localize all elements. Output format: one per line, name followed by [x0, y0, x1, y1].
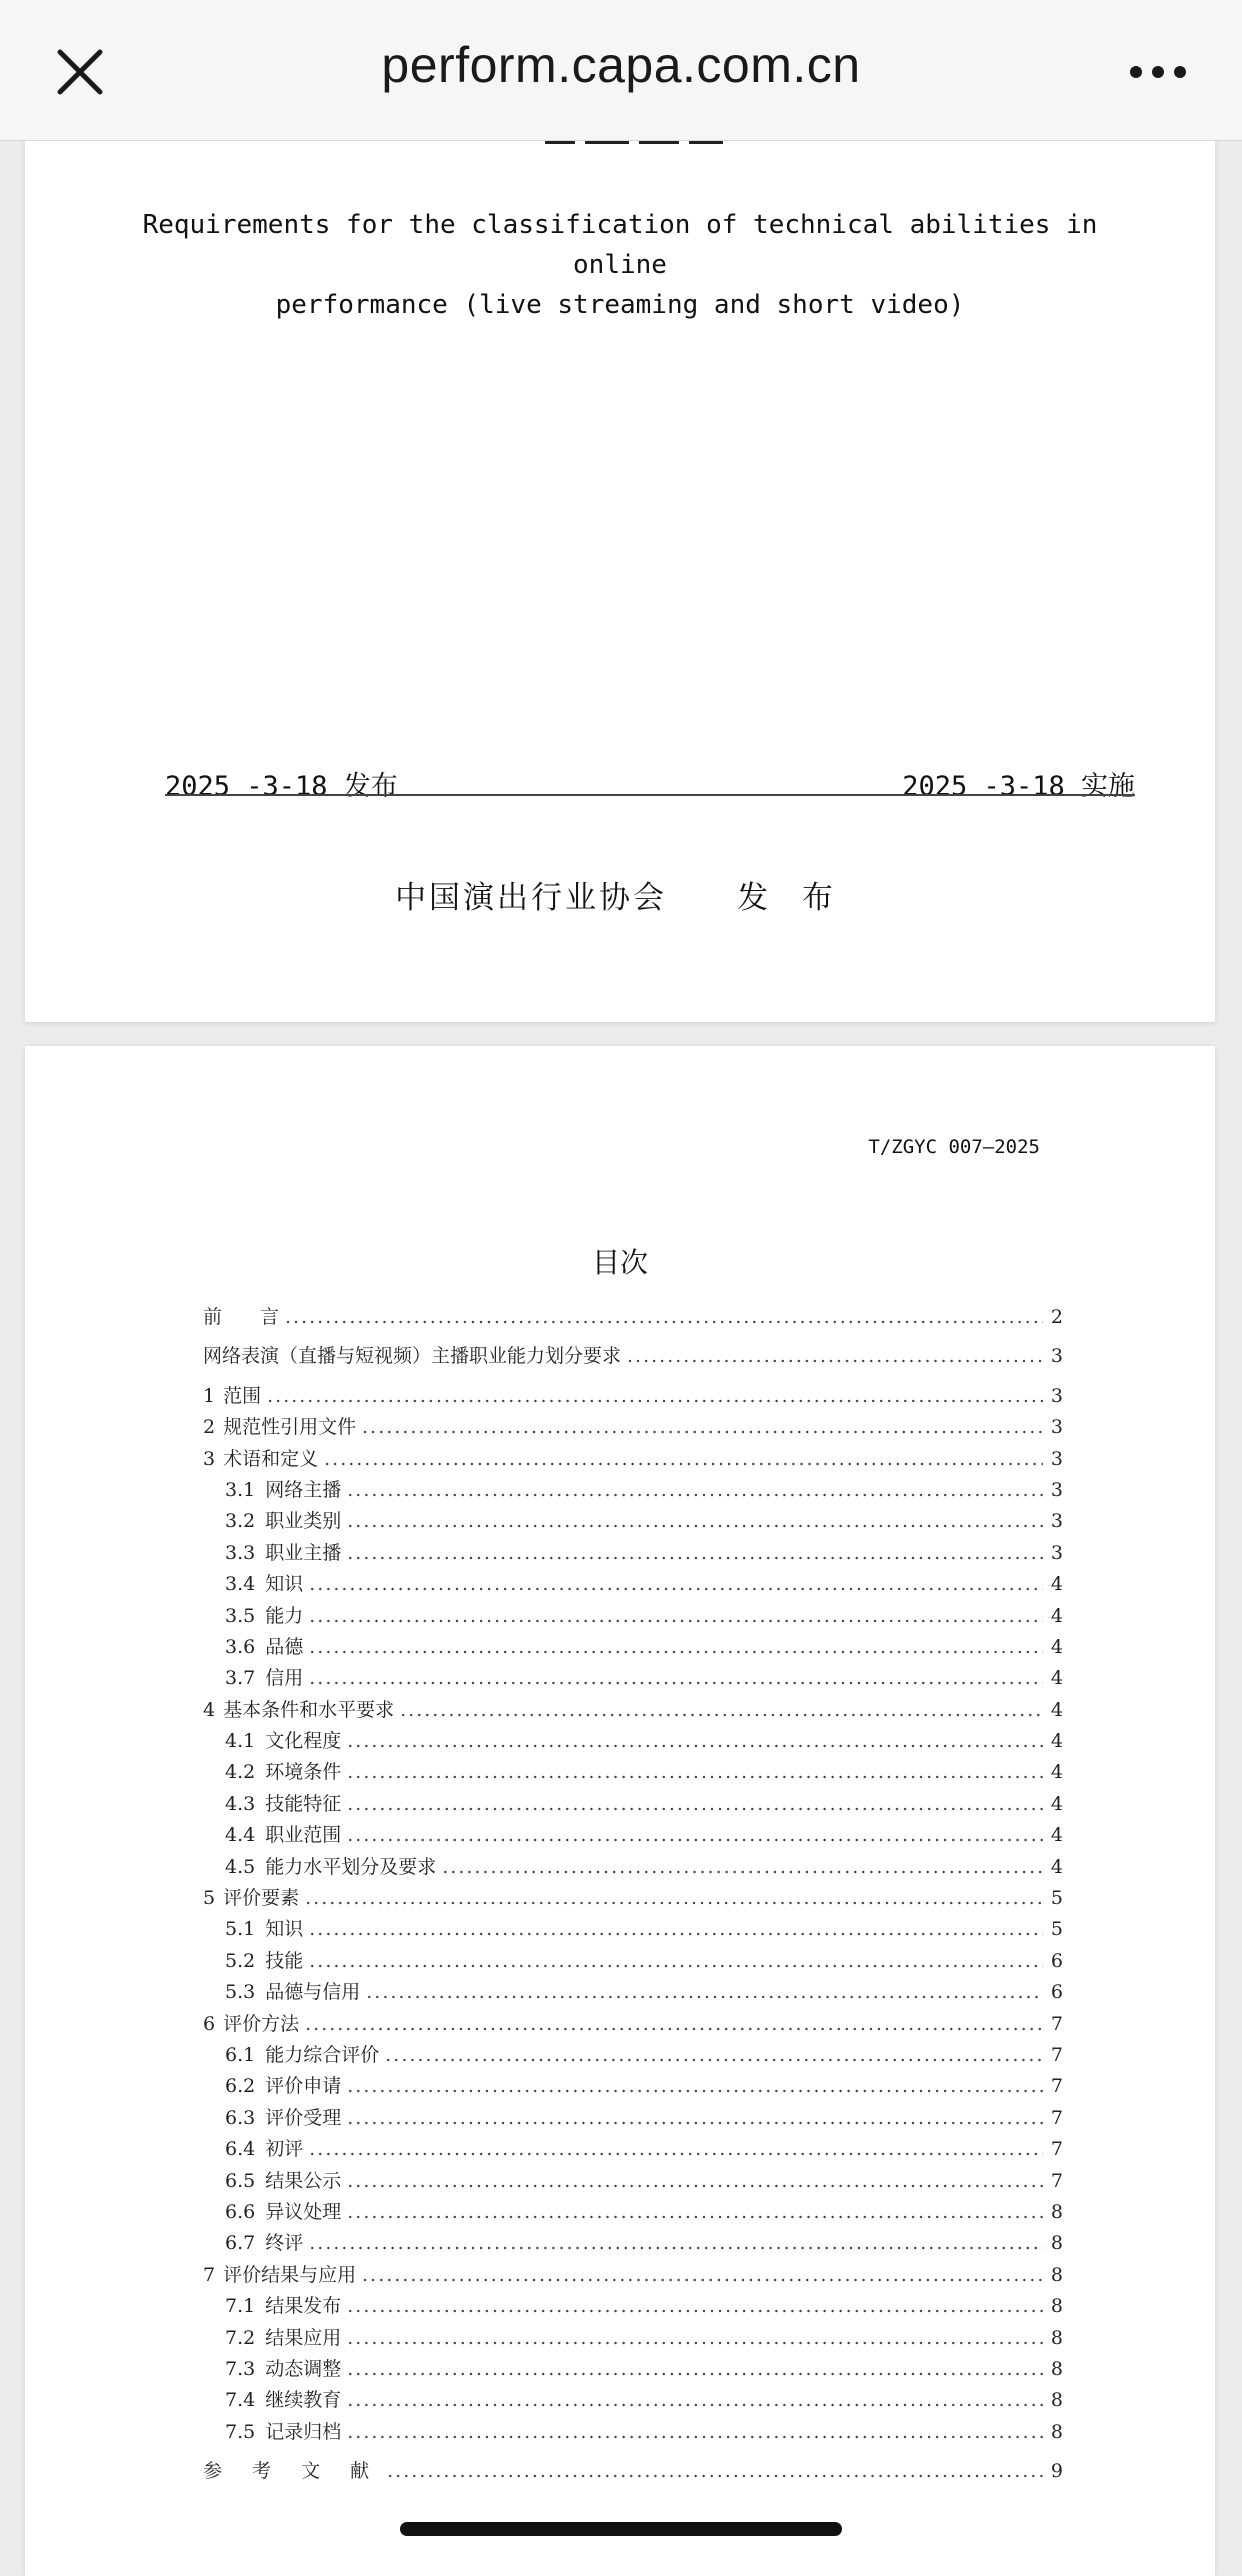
- toc-item-label: 环境条件: [265, 1761, 342, 1784]
- toc-item-page: 3: [1050, 1447, 1063, 1470]
- toc-item-label: 品德: [265, 1635, 304, 1658]
- toc-item[interactable]: [203, 1506, 1063, 1537]
- toc-item-page: 7: [1050, 2106, 1063, 2129]
- toc-item-number: 3.3: [225, 1541, 256, 1564]
- toc-leader-dots: [627, 1345, 1043, 1367]
- toc-item-number: 4.4: [225, 1824, 256, 1847]
- toc-item-label: 信用: [265, 1667, 304, 1690]
- toc-item-label: 文化程度: [265, 1730, 342, 1753]
- browser-top-bar: [0, 0, 1242, 141]
- toc-item-label: 职业类别: [265, 1510, 342, 1533]
- toc-leader-dots: [362, 1416, 1043, 1438]
- toc-leader-dots: [347, 1824, 1043, 1846]
- toc-item[interactable]: [203, 2134, 1063, 2165]
- toc-item-number: 7.4: [225, 2389, 256, 2412]
- toc-item-number: 7.5: [225, 2420, 256, 2443]
- toc-item-label: 网络主播: [265, 1478, 342, 1501]
- toc-item-label: 结果发布: [265, 2295, 342, 2318]
- toc-item[interactable]: [203, 1538, 1063, 1569]
- toc-item-page: 7: [1050, 2012, 1063, 2035]
- toc-item[interactable]: [203, 1601, 1063, 1632]
- toc-item-page: 2: [1050, 1306, 1063, 1328]
- toc-leader-dots: [309, 1636, 1043, 1658]
- toc-item[interactable]: [203, 1820, 1063, 1851]
- toc-leader-dots: [309, 1667, 1043, 1689]
- toc-item-page: 8: [1050, 2326, 1063, 2349]
- toc-item-number: 3.2: [225, 1510, 256, 1533]
- toc-leader-dots: [442, 1856, 1043, 1878]
- toc-item[interactable]: [203, 2291, 1063, 2322]
- toc-item-page: 7: [1050, 2138, 1063, 2161]
- toc-item-number: 3.6: [225, 1635, 256, 1658]
- toc-item[interactable]: [203, 1757, 1063, 1788]
- toc-item[interactable]: [203, 1789, 1063, 1820]
- publish-action: 发 布: [737, 880, 845, 916]
- toc-leader-dots: [347, 1730, 1043, 1752]
- toc-item[interactable]: [203, 2456, 1063, 2487]
- toc-item-number: 7.3: [225, 2357, 256, 2380]
- toc-leader-dots: [347, 1761, 1043, 1783]
- toc-item-number: 4.3: [225, 1792, 256, 1815]
- toc-item-label: 终评: [265, 2232, 304, 2255]
- toc-leader-dots: [366, 1981, 1043, 2003]
- toc-item-label: 技能特征: [265, 1792, 342, 1815]
- toc-item-label: 结果应用: [265, 2326, 342, 2349]
- toc-leader-dots: [400, 1699, 1043, 1721]
- toc-item-page: 4: [1050, 1855, 1063, 1878]
- more-dots-icon[interactable]: [1128, 60, 1188, 84]
- toc-item-page: 8: [1050, 2232, 1063, 2255]
- toc-item-number: 6.5: [225, 2169, 256, 2192]
- toc-item[interactable]: [203, 1852, 1063, 1883]
- document-page-toc: [25, 1046, 1215, 2576]
- toc-leader-dots: [347, 1793, 1043, 1815]
- toc-title: 目次: [591, 1246, 648, 1279]
- toc-item-page: 4: [1050, 1573, 1063, 1596]
- toc-item-number: 6.4: [225, 2138, 256, 2161]
- toc-item-number: 5.1: [225, 1918, 256, 1941]
- toc-leader-dots: [347, 1479, 1043, 1501]
- publisher-row: [25, 872, 1215, 917]
- toc-item-label: 参 考 文 献: [203, 2460, 382, 2483]
- toc-leader-dots: [347, 2107, 1043, 2129]
- toc-item-page: 8: [1050, 2263, 1063, 2286]
- toc-item-number: 4.1: [225, 1730, 256, 1753]
- toc-item-number: 5.2: [225, 1949, 256, 1972]
- publisher-name: 中国演出行业协会: [395, 880, 668, 916]
- toc-item[interactable]: [203, 1914, 1063, 1945]
- toc-leader-dots: [267, 1385, 1043, 1407]
- toc-item-page: 4: [1050, 1635, 1063, 1658]
- toc-item-label: 术语和定义: [223, 1447, 319, 1470]
- toc-item-page: 7: [1050, 2043, 1063, 2066]
- toc-item-number: 4.5: [225, 1855, 256, 1878]
- document-code: T/ZGYC 007—2025: [868, 1136, 1040, 1158]
- toc-item-label: 能力水平划分及要求: [265, 1855, 437, 1878]
- toc-item-page: 8: [1050, 2200, 1063, 2223]
- toc-item-label: 职业主播: [265, 1541, 342, 1564]
- toc-leader-dots: [347, 1542, 1043, 1564]
- toc-item-page: 8: [1050, 2420, 1063, 2443]
- toc-item-label: 能力: [265, 1604, 304, 1627]
- toc-item-number: 6.7: [225, 2232, 256, 2255]
- page-url-title: perform.capa.com.cn: [381, 37, 861, 93]
- toc-leader-dots: [347, 2389, 1043, 2411]
- toc-leader-dots: [309, 2138, 1043, 2160]
- toc-item-page: 4: [1050, 1667, 1063, 1690]
- toc-item-number: 2: [203, 1416, 216, 1439]
- toc-item[interactable]: [203, 1412, 1063, 1443]
- toc-item[interactable]: [203, 2103, 1063, 2134]
- toc-item-page: 4: [1050, 1604, 1063, 1627]
- toc-item-number: 7.1: [225, 2295, 256, 2318]
- toc-item-number: 6.3: [225, 2106, 256, 2129]
- home-indicator[interactable]: [400, 2522, 842, 2536]
- toc-item-page: 3: [1050, 1384, 1063, 1407]
- toc-item[interactable]: [203, 2228, 1063, 2259]
- toc-leader-dots: [309, 1918, 1043, 1940]
- toc-item[interactable]: [203, 1569, 1063, 1600]
- publish-date: 2025 -3-18 发布: [165, 771, 398, 802]
- english-title: Requirements for the classification of technical abilities in online performance (live streaming and short video): [142, 210, 1098, 320]
- toc-leader-dots: [324, 1448, 1043, 1470]
- toc-item[interactable]: [203, 1444, 1063, 1475]
- toc-item-number: 4.2: [225, 1761, 256, 1784]
- toc-item-label: 前 言: [203, 1306, 280, 1328]
- toc-item-page: 5: [1050, 1887, 1063, 1910]
- implement-date: 2025 -3-18 实施: [902, 771, 1135, 802]
- toc-item-label: 规范性引用文件: [223, 1416, 357, 1439]
- toc-item-label: 评价申请: [265, 2075, 342, 2098]
- toc-item-label: 异议处理: [265, 2200, 342, 2223]
- toc-item-number: 3.7: [225, 1667, 256, 1690]
- toc-item[interactable]: [203, 1302, 1063, 1333]
- toc-item-page: 4: [1050, 1761, 1063, 1784]
- toc-item-number: 6.6: [225, 2200, 256, 2223]
- document-page-cover: [25, 60, 1215, 1022]
- toc-leader-dots: [387, 2460, 1043, 2482]
- toc-item[interactable]: [203, 1475, 1063, 1506]
- toc-leader-dots: [385, 2044, 1043, 2066]
- toc-item[interactable]: [203, 2197, 1063, 2228]
- toc-item-label: 评价要素: [223, 1887, 300, 1910]
- toc-item-number: 6.1: [225, 2043, 256, 2066]
- toc-item[interactable]: [203, 1663, 1063, 1694]
- date-divider: [165, 794, 1135, 796]
- toc-item-page: 4: [1050, 1730, 1063, 1753]
- toc-item[interactable]: [203, 2385, 1063, 2416]
- toc-item-page: 8: [1050, 2389, 1063, 2412]
- toc-item-label: 初评: [265, 2138, 304, 2161]
- toc-item-label: 能力综合评价: [265, 2043, 380, 2066]
- toc-item[interactable]: [203, 1977, 1063, 2008]
- toc-item[interactable]: [203, 1695, 1063, 1726]
- toc-item[interactable]: [203, 2354, 1063, 2385]
- toc-item-label: 职业范围: [265, 1824, 342, 1847]
- toc-leader-dots: [347, 2358, 1043, 2380]
- toc-item-number: 6.2: [225, 2075, 256, 2098]
- toc-item-label: 网络表演（直播与短视频）主播职业能力划分要求: [203, 1345, 622, 1368]
- toc-item-page: 8: [1050, 2357, 1063, 2380]
- toc-item-page: 7: [1050, 2075, 1063, 2098]
- toc-item[interactable]: [203, 2260, 1063, 2291]
- toc-item-label: 知识: [265, 1918, 304, 1941]
- toc-item-page: 6: [1050, 1949, 1063, 1972]
- toc-leader-dots: [285, 1306, 1043, 1328]
- toc-leader-dots: [309, 2232, 1043, 2254]
- toc-item[interactable]: [203, 1726, 1063, 1757]
- close-icon[interactable]: [52, 44, 108, 100]
- toc-item-number: 3.5: [225, 1604, 256, 1627]
- toc-item[interactable]: [203, 1341, 1063, 1372]
- toc-leader-dots: [309, 1950, 1043, 1972]
- toc-item-page: 4: [1050, 1824, 1063, 1847]
- toc-leader-dots: [347, 2327, 1043, 2349]
- toc-item-page: 4: [1050, 1792, 1063, 1815]
- toc-leader-dots: [309, 1605, 1043, 1627]
- toc-item[interactable]: [203, 2009, 1063, 2040]
- toc-item-page: 3: [1050, 1510, 1063, 1533]
- toc-leader-dots: [362, 2264, 1043, 2286]
- toc-item-number: 5.3: [225, 1981, 256, 2004]
- toc-item-page: 7: [1050, 2169, 1063, 2192]
- toc-item-label: 基本条件和水平要求: [223, 1698, 395, 1721]
- toc-item[interactable]: [203, 2417, 1063, 2448]
- toc-item-number: 5: [203, 1887, 216, 1910]
- toc-item-label: 动态调整: [265, 2357, 342, 2380]
- toc-item[interactable]: [203, 2323, 1063, 2354]
- toc-item-page: 3: [1050, 1416, 1063, 1439]
- toc-item-number: 7: [203, 2263, 216, 2286]
- toc-item[interactable]: [203, 2166, 1063, 2197]
- toc-item-page: 8: [1050, 2295, 1063, 2318]
- toc-leader-dots: [347, 2421, 1043, 2443]
- toc-item[interactable]: [203, 1883, 1063, 1914]
- toc-leader-dots: [309, 1573, 1043, 1595]
- toc-item-page: 6: [1050, 1981, 1063, 2004]
- toc-item-number: 1: [203, 1384, 216, 1407]
- toc-leader-dots: [347, 1510, 1043, 1532]
- toc-item-label: 记录归档: [265, 2420, 342, 2443]
- toc-item-label: 继续教育: [265, 2389, 342, 2412]
- toc-item-page: 3: [1050, 1541, 1063, 1564]
- toc-leader-dots: [347, 2201, 1043, 2223]
- toc-item-label: 评价受理: [265, 2106, 342, 2129]
- toc-leader-dots: [347, 2295, 1043, 2317]
- toc-leader-dots: [305, 1887, 1043, 1909]
- toc-item[interactable]: [203, 1381, 1063, 1412]
- toc-item-label: 评价结果与应用: [223, 2263, 357, 2286]
- toc-item[interactable]: [203, 2040, 1063, 2071]
- toc-item-label: 知识: [265, 1573, 304, 1596]
- toc-leader-dots: [305, 2013, 1043, 2035]
- toc-item-label: 技能: [265, 1949, 304, 1972]
- toc-item-label: 范围: [223, 1384, 262, 1407]
- toc-item-page: 5: [1050, 1918, 1063, 1941]
- toc-item-page: 3: [1050, 1478, 1063, 1501]
- toc-item-page: 9: [1050, 2460, 1063, 2483]
- toc-item-page: 3: [1050, 1345, 1063, 1368]
- toc-leader-dots: [347, 2075, 1043, 2097]
- toc-item-number: 3.4: [225, 1573, 256, 1596]
- toc-list: [203, 1302, 1063, 2487]
- toc-item[interactable]: [203, 1632, 1063, 1663]
- toc-item[interactable]: [203, 2071, 1063, 2102]
- toc-leader-dots: [347, 2170, 1043, 2192]
- toc-item-number: 3: [203, 1447, 216, 1470]
- toc-item-number: 6: [203, 2012, 216, 2035]
- toc-item-label: 品德与信用: [265, 1981, 361, 2004]
- toc-item-page: 4: [1050, 1698, 1063, 1721]
- toc-item-number: 4: [203, 1698, 216, 1721]
- toc-item-number: 3.1: [225, 1478, 256, 1501]
- toc-item-number: 7.2: [225, 2326, 256, 2349]
- toc-item-label: 结果公示: [265, 2169, 342, 2192]
- toc-item[interactable]: [203, 1946, 1063, 1977]
- toc-item-label: 评价方法: [223, 2012, 300, 2035]
